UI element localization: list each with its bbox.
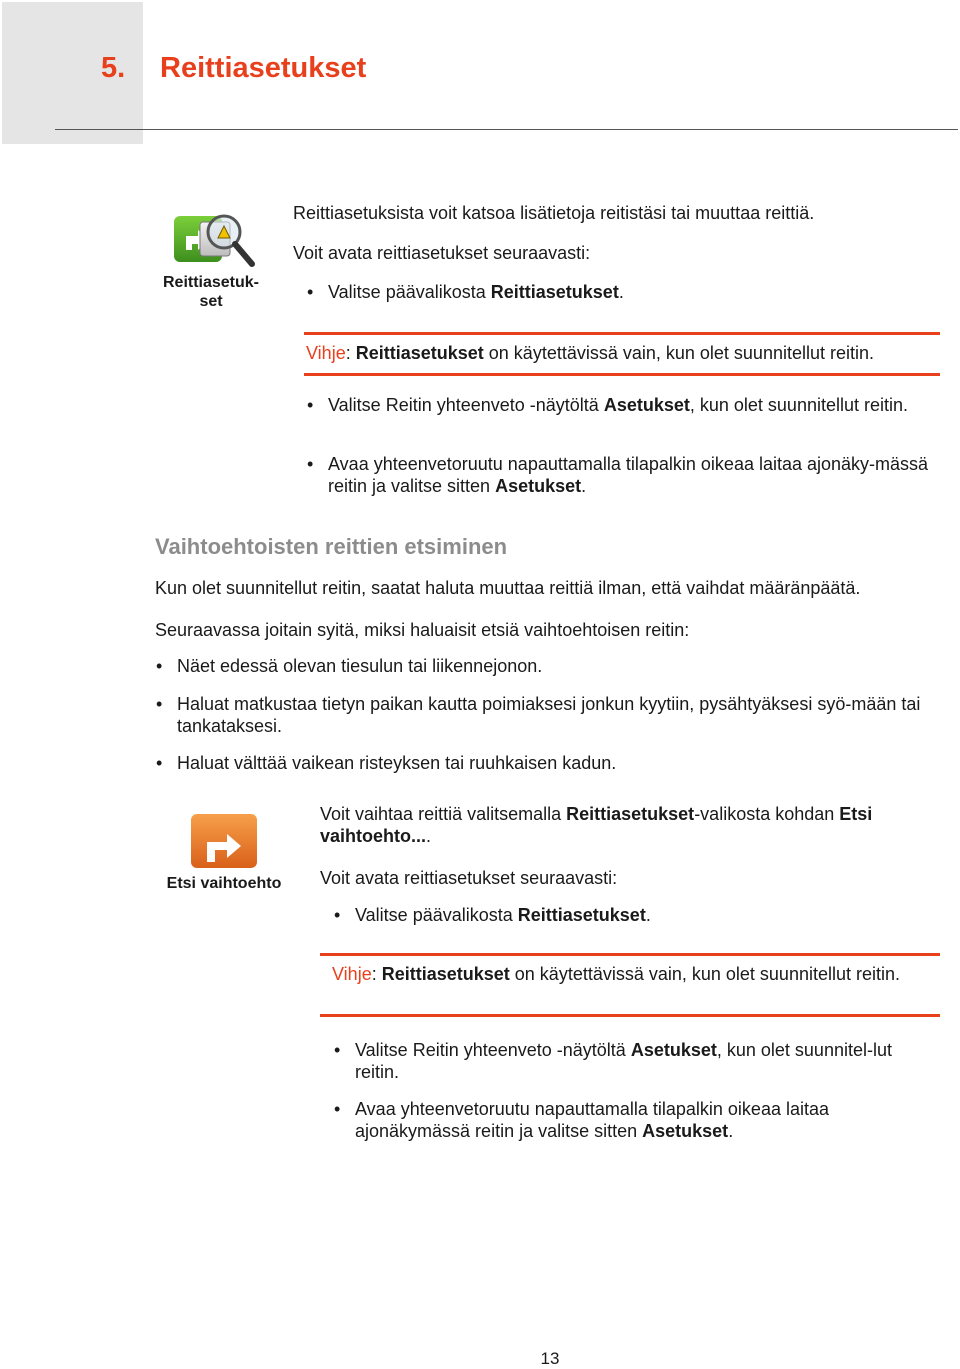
list-item: • Avaa yhteenvetoruutu napauttamalla tilapalkin oikeaa laitaa ajonäky-mässä reitin ja valitse sitten Asetukset. <box>307 454 929 496</box>
find-alternative-icon-label: Etsi vaihtoehto <box>166 875 282 892</box>
bullet-dot: • <box>307 454 314 474</box>
find-alternative-open-lead: Voit avata reittiasetukset seuraavasti: <box>320 868 618 888</box>
tip-label: Vihje <box>306 343 346 363</box>
alternatives-para1: Kun olet suunnitellut reitin, saatat haluta muuttaa reittiä ilman, että vaihdat määränpäätä. <box>155 578 861 598</box>
list-item: • Näet edessä olevan tiesulun tai liikennejonon. <box>156 656 543 676</box>
bullet-dot: • <box>156 753 163 773</box>
bullet-dot: • <box>334 1099 341 1119</box>
list-item: • Valitse Reitin yhteenveto -näytöltä Asetukset, kun olet suunnitellut reitin. <box>307 395 909 415</box>
list-item: • Valitse päävalikosta Reittiasetukset. <box>307 282 624 302</box>
bullet-dot: • <box>334 1040 341 1060</box>
route-settings-icon-label: Reittiasetuk- set <box>162 274 260 310</box>
bullet-dot: • <box>307 395 314 415</box>
list-item: • Valitse päävalikosta Reittiasetukset. <box>334 905 651 925</box>
list-item: • Valitse Reitin yhteenveto -näytöltä Asetukset, kun olet suunnitel-lut reitin. <box>334 1040 892 1082</box>
section-heading: Vaihtoehtoisten reittien etsiminen <box>155 534 508 559</box>
bullet-dot: • <box>156 656 163 676</box>
bullet-dot: • <box>307 282 314 302</box>
header-divider <box>55 129 958 130</box>
list-item: • Haluat välttää vaikean risteyksen tai ruuhkaisen kadun. <box>156 753 617 773</box>
alternatives-para2: Seuraavassa joitain syitä, miksi haluaisit etsiä vaihtoehtoisen reitin: <box>155 620 690 640</box>
tip-box: Vihje: Reittiasetukset on käytettävissä vain, kun olet suunnitellut reitin. <box>320 953 940 1017</box>
find-alternative-intro: Voit vaihtaa reittiä valitsemalla Reittiasetukset-valikosta kohdan Etsi vaihtoehto.... <box>320 804 873 846</box>
bullet-dot: • <box>334 905 341 925</box>
chapter-title: Reittiasetukset <box>160 52 367 84</box>
tip-label: Vihje <box>332 964 372 984</box>
page-number: 13 <box>540 1349 560 1368</box>
list-item: • Avaa yhteenvetoruutu napauttamalla tilapalkin oikeaa laitaa ajonäkymässä reitin ja valitse sitten Asetukset. <box>334 1099 829 1141</box>
route-settings-intro: Reittiasetuksista voit katsoa lisätietoja reitistäsi tai muuttaa reittiä. <box>293 203 815 223</box>
bullet-dot: • <box>156 694 163 714</box>
chapter-number: 5. <box>101 52 126 84</box>
find-alternative-icon <box>189 812 259 870</box>
route-settings-icon <box>172 206 258 270</box>
route-settings-open-lead: Voit avata reittiasetukset seuraavasti: <box>293 243 591 263</box>
list-item: • Haluat matkustaa tietyn paikan kautta poimiaksesi jonkun kyytiin, pysähtyäksesi syö-mään tai tankataksesi. <box>156 694 921 736</box>
tip-box: Vihje: Reittiasetukset on käytettävissä vain, kun olet suunnitellut reitin. <box>304 332 940 376</box>
